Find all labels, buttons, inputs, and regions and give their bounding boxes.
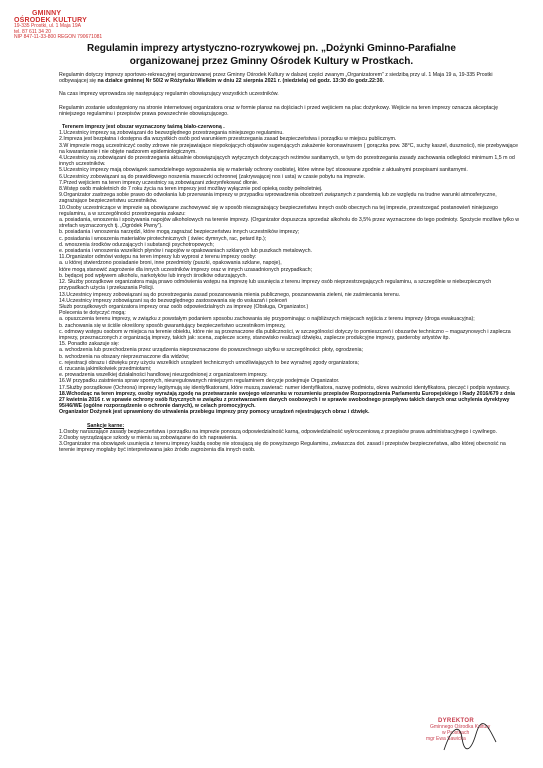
rule-item: d. rzucania jakimikolwiek przedmiotami; [59,365,152,372]
rule-item: 5.Uczestnicy imprezy mają obowiązek samodzielnego wyposażenia się w materiały ochrony osobistej, które winne być stosowane zgodnie z aktualnymi przepisami sanitarnymi. [59,167,468,174]
document-body [59,72,521,454]
rule-18-text: w rozumieniu przepisów Rozporządzenia Parlamentu Europejskiego i Rady 2016/679 z dnia 27 kwietnia 2016 r. w sprawie ochrony osób fizycznych w związku z przetwarzaniem danych osobowych i w sprawie swobodnego przepływu takich danych oraz uchylenia dyrektywy 95/46/WE (ogólne rozporządzenie o ochronie danych), w celach promocyjnych. [59,390,515,410]
rule-item: e. prowadzenia wszelkiej działalności handlowej nieuzgodnionej z organizatorem imprezy. [59,372,268,379]
intro-paragraph [59,72,521,84]
rule-18-lead: 18.Wchodząc na teren imprezy, osoby wyrażają zgodę na przetwarzanie swojego wizerunku [59,390,289,397]
area-heading: Terenem imprezy jest obszar wyznaczony taśmą biało-czerwoną . [62,124,225,131]
rule-item: 9.Organizator zastrzega sobie prawo do odwołania lub przerwania imprezy w przypadku wprowadzenia obostrzeń związanych z pandemią lub ze względu na trudne warunki atmosferyczne, zagrażające bezpieczeństwu uczestników. [59,192,497,205]
intro-text: Regulamin dotyczy imprezy sportowo-rekreacyjnej organizowanej przez Gminny Ośrodek Kultury w dalszej części zwanym „Organizatorem” z siedzibą przy ul. 1 Maja 19 a, 19-335 Prostki odbywającej się [59,72,493,85]
stamp-line1: GMINNY [32,10,62,17]
rule-item: b. wchodzenia na obszary nieprzeznaczone dla widzów; [59,353,190,360]
signature-line2: Gminnego Ośrodka Kultury [430,724,491,730]
rule-item: b. zachowania się w ściśle określony sposób gwarantujący bezpieczeństwo uczestnikom imprezy, [59,322,286,329]
signature-line1: DYREKTOR [438,718,474,724]
handwritten-signature-icon [440,720,500,756]
rule-item: a. wchodzenia lub przechodzenia przez urządzenia nieprzeznaczone do powszechnego użytku w szczególności: płoty, ogrodzenia; [59,347,364,354]
rule-item: Polecenia te dotyczyć mogą: [59,310,126,317]
sanctions-heading: Sankcje karne: [87,422,125,429]
rule-item: a. opuszczenia terenu imprezy, w związku z powstałym podaniem sposobu zachowania się przypominając o najbliższych miejscach wyjścia z terenu imprezy (droga ewakuacyjna); [59,316,475,323]
document-title [0,42,543,68]
sanction-item: 2.Osoby wyrządzające szkody w mieniu są zobowiązane do ich naprawienia. [59,434,238,441]
rule-18 [59,391,521,410]
rule-item: 12. Służby porządkowe organizatora mają prawo odmówienia wstępu na imprezę lub usunięcia z terenu imprezy osób nieprzestrzegających regulaminu, a szczególnie w niebezpiecznych przypadkach użycia i przekazania Policji. [59,279,492,292]
rule-item: d. wnoszenia środków odurzających i substancji psychotropowych; [59,241,214,248]
rule-item: a. u której stwierdzono posiadanie broni, inne przedmioty (puszki, opakowania szklane, napoje), [59,260,282,267]
rule-item: 15. Ponadto zakazuje się: [59,341,120,348]
rule-item: e. posiadania i wnoszenia wszelkich płynów i napojów w opakowaniach szklanych lub puszkach metalowych. [59,248,313,255]
director-signature-stamp [420,718,516,762]
rule-item: 14.Uczestnicy imprezy zobowiązani są do bezwzględnego zastosowania się do wskazań i poleceń [59,297,288,304]
rule-item: b. będącej pod wpływem alkoholu, narkotyków lub innych środków odurzających. [59,272,247,279]
rule-item: 4.Uczestnicy są zobowiązani do przestrzegania aktualnie obowiązujących wytycznych dotyczących reżimów sanitarnych, w tym do przestrzegania zasady zachowania odległości minimum 1,5 m od innych uczestników. [59,155,515,168]
signature-line3: w Prostkach [442,730,470,736]
recording-note: Organizator Dożynek jest uprawniony do utrwalenia przebiegu imprezy przy pomocy urządzeń rejestrujących obraz i dźwięk. [59,409,370,416]
rule-item: c. odmowy wstępu osobom w miejsca na terenie obiektu, które nie są przeznaczone dla publiczności, w szczególności dotyczy to pomieszczeń i obszarów techniczno – magazynowych i zaplecza imprezy, przeznaczonych z organizacją imprezy, takich jak: scena, zaplecze sceny, stanowisko realizacji dźwięku, zaplecze produkcyjne imprezy, garderoby artystów itp. [59,328,511,341]
stamp-line3: 19-335 Prostki, ul. 1 Maja 19A [14,23,81,29]
rule-item: 16.W przypadku zaistnienia spraw spornych, nieuregulowanych niniejszym regulaminem decyzje podejmuje Organizator. [59,378,340,385]
rule-item: 8.Wstęp osób małoletnich do 7 roku życia na teren imprezy jest możliwy wyłącznie pod opieką osoby pełnoletniej. [59,186,323,193]
title-line2: organizowanej przez Gminny Ośrodek Kultury w Prostkach. [129,56,414,67]
rule-item: a. posiadania, wnoszenia i spożywania napojów alkoholowych na terenie imprezy. (Organizator dopuszcza sprzedaż alkoholu do 3,5% przez wyznaczone do tego podmioty. Spożycie możliwe tylko w strefach wyznaczonych tj. „Ogródek Piwny”). [59,217,520,230]
rule-item: c. rejestracji obrazu i dźwięku przy użyciu wszelkich urządzeń technicznych umożliwiających to bez wyraźnej zgody organizatora; [59,359,359,366]
stamp-line4: tel. 87 611 34 20 [14,28,51,35]
rules-list [59,130,521,391]
stamp-line5: NIP 847-11-33-800 REGON 790671081 [14,34,103,41]
rule-item: 2.Impreza jest bezpłatna i dostępna dla wszystkich osób pod warunkiem przestrzegania zasad bezpieczeństwa i porządku w miejscu publicznym. [59,136,397,143]
rule-item: 17.Służby porządkowe (Ochrona) imprezy legitymują się identyfikatorami, które muszą zawierać: numer identyfikatora, nazwę podmiotu, okres ważności identyfikatora, pieczęć i podpis wystawcy. [59,384,511,391]
rule-item: 6.Uczestnicy zobowiązani są do prawidłowego noszenia maseczki ochronnej (zakrywającej nos i usta) w czasie pobytu na imprezie. [59,173,366,180]
rule-item: c. posiadania i wnoszenia materiałów pirotechnicznych ( świec dymnych, rac, petard itp.); [59,235,267,242]
sanctions-list [59,429,521,454]
intro-paragraph-3: Regulamin zostanie udostępniony na stronie internetowej organizatora oraz w formie plansz na dojściach i przed wejściem na plac dożynkowy. Wejście na teren imprezy oznacza akceptację niniejszego regulaminu i przepisów prawa powszechnie obowiązującego. [59,104,498,117]
sanction-item: 1.Osoby naruszające zasady bezpieczeństwa i porządku na imprezie ponoszą odpowiedzialność karną, odpowiedzialność wykroczeniową z przepisów prawa administracyjnego i cywilnego. [59,428,498,435]
rule-item: b. posiadania i wnoszenia narzędzi, które mogą zagrażać bezpieczeństwu innych uczestników imprezy; [59,229,300,236]
rule-item: 11.Organizator odmówi wstępu na teren imprezy lub wyprosi z terenu imprezy osoby: [59,254,257,261]
stamp-line2: OŚRODEK KULTURY [14,17,87,24]
signature-line4: mgr Ewa Sawicka [426,736,466,742]
rule-item: Służb porządkowych organizatora imprezy oraz osób odpowiedzialnych za imprezę (Obsługa, Organizator.) [59,303,309,310]
rule-item: 3.W imprezie mogą uczestniczyć osoby zdrowe nie przejawiające niepokojących objawów sugerujących zakażenie koronawirusem ( gorączka pow. 38°C, suchy kaszel, duszności), nie przebywające na kwarantannie i nie objęte nadzorem epidemiologicznym. [59,142,519,155]
rule-item: 7.Przed wejściem na teren imprezy uczestnicy są zobowiązani zdezynfekować dłonie. [59,179,259,186]
rule-item: 10.Osoby uczestniczące w imprezie są obowiązane zachowywać się w sposób niezagrażający bezpieczeństwu innych osób obecnych na tej imprezie, przestrzegać postanowień niniejszego regulaminu, a w szczególności przestrzegania zakazu: [59,204,498,217]
intro-event-details: na działce gminnej Nr 50/2 w Różyńsku Wielkim w dniu 22 sierpnia 2021 r. (niedziela) od godz. 13:30 do godz.22:30. [97,78,384,85]
title-line1: Regulamin imprezy artystyczno-rozrywkowej pn. „Dożynki Gminno-Parafialne [87,43,456,54]
rule-item: 13.Uczestnicy imprezy zobowiązani są do przestrzegania zasad poszanowania mienia publicznego, poszanowania zieleni, nie zaśmiecania terenu. [59,291,401,298]
intro-paragraph-2: Na czas imprezy wprowadza się następujący regulamin obowiązujący wszystkich uczestników. [59,91,279,98]
rule-item: 1.Uczestnicy imprezy są zobowiązani do bezwzględnego przestrzegania niniejszego regulaminu. [59,130,284,137]
institution-stamp [14,10,114,41]
sanction-item: 3.Organizator ma obowiązek usunięcia z terenu imprezy każdą osobę nie stosującą się do powyższego Regulaminu, zwłaszcza dot. zasad i przepisów bezpieczeństwa, albo której obecność na terenie imprezy mogłaby być interpretowana jako źródło zagrożenia dla innych osób. [59,441,506,454]
rule-item: które mogą stanowić zagrożenie dla innych uczestników imprezy oraz w innych uzasadnionych przypadkach; [59,266,313,273]
